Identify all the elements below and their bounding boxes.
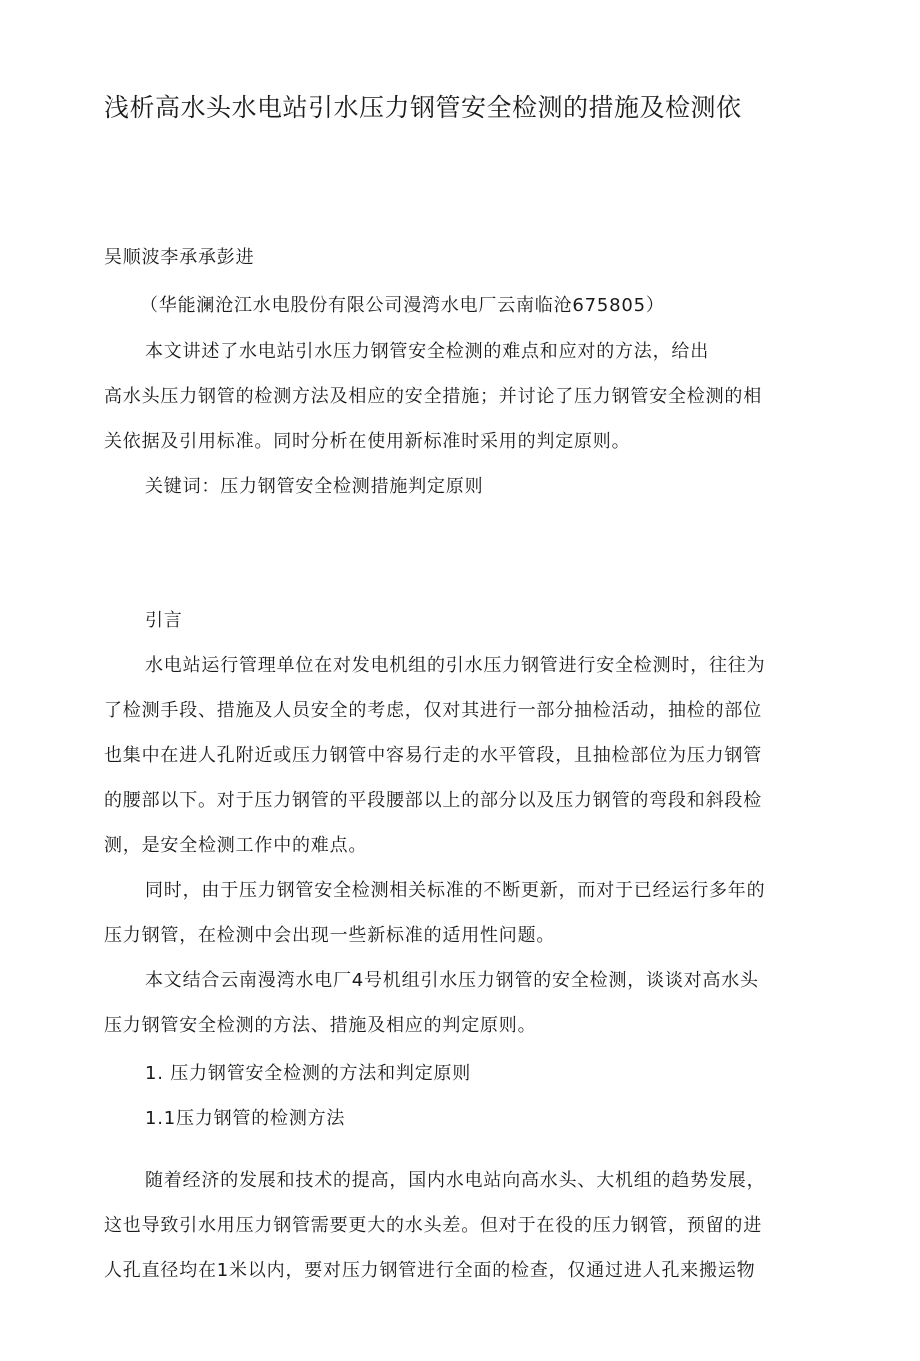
document-title: 浅析高水头水电站引水压力钢管安全检测的措施及检测依 (104, 93, 742, 122)
section-heading: 1. 压力钢管安全检测的方法和判定原则 (145, 1063, 472, 1084)
subsection-heading: 1.1压力钢管的检测方法 (145, 1108, 346, 1129)
intro-paragraph-line: 了检测手段、措施及人员安全的考虑，仅对其进行一部分抽检活动，抽检的部位 (104, 700, 762, 721)
body-paragraph-line: 这也导致引水用压力钢管需要更大的水头差。但对于在役的压力钢管，预留的进 (104, 1215, 762, 1236)
abstract-line: 关依据及引用标准。同时分析在使用新标准时采用的判定原则。 (104, 431, 631, 452)
intro-paragraph-line: 同时，由于压力钢管安全检测相关标准的不断更新，而对于已经运行多年的 (145, 880, 766, 901)
body-paragraph-line: 人孔直径均在1米以内，要对压力钢管进行全面的检查，仅通过进人孔来搬运物 (104, 1260, 756, 1281)
intro-paragraph-line: 的腰部以下。对于压力钢管的平段腰部以上的部分以及压力钢管的弯段和斜段检 (104, 790, 762, 811)
intro-paragraph-line: 也集中在进人孔附近或压力钢管中容易行走的水平管段，且抽检部位为压力钢管 (104, 745, 762, 766)
intro-paragraph-line: 压力钢管，在检测中会出现一些新标准的适用性问题。 (104, 925, 556, 946)
body-paragraph-line: 随着经济的发展和技术的提高，国内水电站向高水头、大机组的趋势发展， (145, 1170, 766, 1191)
intro-heading: 引言 (145, 610, 183, 631)
intro-paragraph-line: 水电站运行管理单位在对发电机组的引水压力钢管进行安全检测时，往往为 (145, 655, 766, 676)
abstract-line: 高水头压力钢管的检测方法及相应的安全措施；并讨论了压力钢管安全检测的相 (104, 386, 762, 407)
keywords: 关键词：压力钢管安全检测措施判定原则 (145, 476, 484, 497)
intro-paragraph-line: 压力钢管安全检测的方法、措施及相应的判定原则。 (104, 1015, 537, 1036)
authors: 吴顺波李承承彭进 (104, 247, 255, 268)
intro-paragraph-line: 测，是安全检测工作中的难点。 (104, 835, 368, 856)
affiliation: （华能澜沧江水电股份有限公司漫湾水电厂云南临沧675805） (140, 295, 665, 316)
abstract-line: 本文讲述了水电站引水压力钢管安全检测的难点和应对的方法，给出 (145, 341, 709, 362)
intro-paragraph-line: 本文结合云南漫湾水电厂4号机组引水压力钢管的安全检测，谈谈对高水头 (145, 970, 759, 991)
